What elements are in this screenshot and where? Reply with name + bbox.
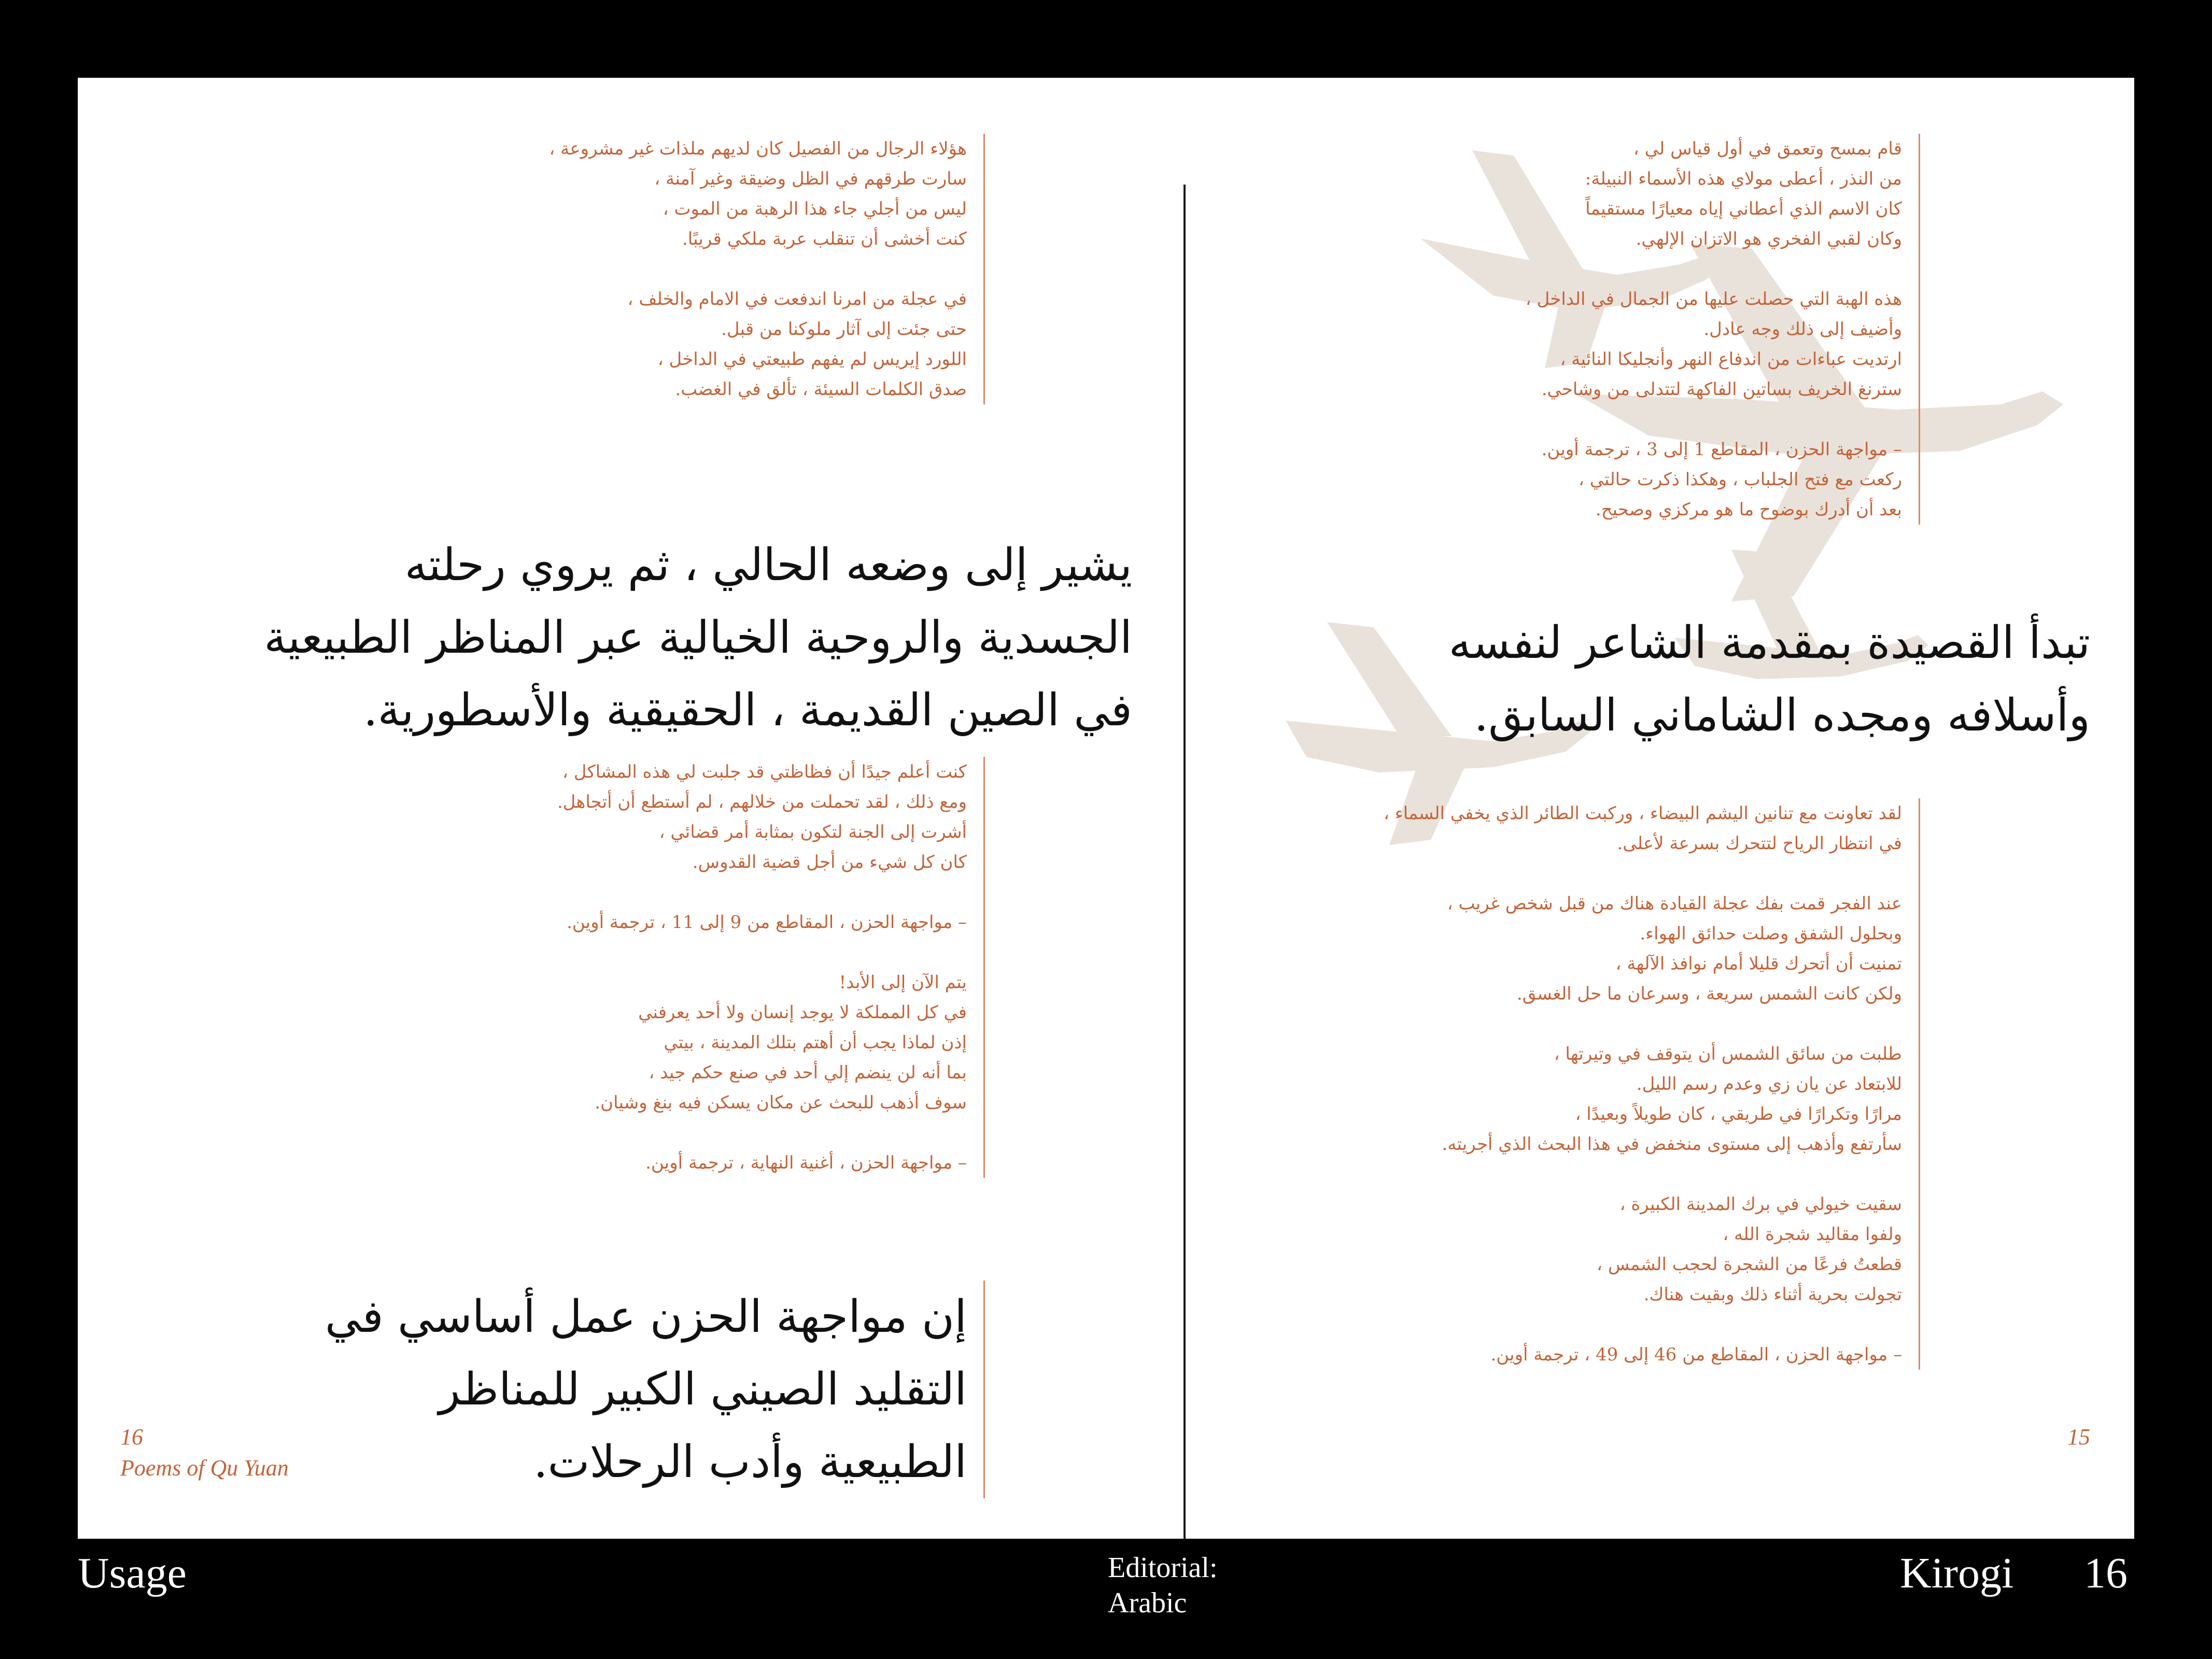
right-pull-quote: تبدأ القصيدة بمقدمة الشاعر لنفسه وأسلافه ومجده الشاماني السابق. bbox=[1448, 617, 2090, 741]
caption-left: Usage bbox=[78, 1549, 187, 1597]
left-verse-middle bbox=[500, 757, 985, 1178]
stanza: هؤلاء الرجال من الفصيل كان لديهم ملذات غير مشروعة ، سارت طرقهم في الظل وضيقة وغير آمنة ، ليس من أجلي جاء هذا الرهبة من الموت ، كنت أخشى أن تنقلب عربة ملكي قريبًا. bbox=[549, 138, 967, 249]
gutter-rule bbox=[1184, 185, 1186, 1539]
caption-center: Editorial: Arabic bbox=[1108, 1552, 1218, 1619]
stanza: طلبت من سائق الشمس أن يتوقف في وتيرتها ، للابتعاد عن يان زي وعدم رسم الليل. مرارًا وتكرارًا في طريقي ، كان طويلاً وبعيدًا ، سأرتفع وأذهب إلى مستوى منخفض في هذا البحث الذي أجريته. bbox=[1442, 1044, 1902, 1155]
stanza: – مواجهة الحزن ، المقاطع 1 إلى 3 ، ترجمة أوين. ركعت مع فتح الجلباب ، وهكذا ذكرت حالتي ، بعد أن أدرك بوضوح ما هو مركزي وصحيح. bbox=[1541, 439, 1902, 520]
left-verse-top bbox=[500, 134, 985, 404]
page-number: 16 bbox=[120, 1424, 143, 1450]
attribution: – مواجهة الحزن ، المقاطع من 46 إلى 49 ، ترجمة أوين. bbox=[1490, 1344, 1902, 1365]
right-folio bbox=[2067, 1422, 2090, 1453]
left-folio bbox=[120, 1422, 289, 1484]
right-verse-top bbox=[1435, 134, 1920, 525]
stanza: هذه الهبة التي حصلت عليها من الجمال في الداخل ، وأضيف إلى ذلك وجه عادل. ارتديت عباءات من اندفاع النهر وأنجليكا النائية ، سترنغ الخريف بساتين الفاكهة لتتدلى من وشاحي. bbox=[1525, 289, 1902, 400]
stanza: قام بمسح وتعمق في أول قياس لي ، من النذر ، أعطى مولاي هذه الأسماء النبيلة: كان الاسم الذي أعطاني إياه معيارًا مستقيماً وكان لقبي الفخري هو الاتزان الإلهي. bbox=[1585, 138, 1902, 249]
right-verse-bottom bbox=[1332, 798, 1920, 1370]
left-pull-quote-1: يشير إلى وضعه الحالي ، ثم يروي رحلته الجسدية والروحية الخيالية عبر المناظر الطبيعية في الصين القديمة ، الحقيقية والأسطورية. bbox=[264, 539, 1132, 736]
caption-right-number: 16 bbox=[2084, 1549, 2128, 1597]
stanza: عند الفجر قمت بفك عجلة القيادة هناك من قبل شخص غريب ، وبحلول الشفق وصلت حدائق الهواء. تمنيت أن أتحرك قليلا أمام نوافذ الآلهة ، ولكن كانت الشمس سريعة ، وسرعان ما حل الغسق. bbox=[1447, 893, 1902, 1004]
attribution: – مواجهة الحزن ، أغنية النهاية ، ترجمة أوين. bbox=[645, 1152, 967, 1173]
caption-right-name: Kirogi bbox=[1900, 1549, 2014, 1597]
stanza: لقد تعاونت مع تنانين اليشم البيضاء ، وركبت الطائر الذي يخفي السماء ، في انتظار الرياح لتتحرك بسرعة لأعلى. bbox=[1383, 803, 1902, 854]
attribution: – مواجهة الحزن ، المقاطع من 9 إلى 11 ، ترجمة أوين. bbox=[567, 912, 967, 933]
stanza: سقيت خيولي في برك المدينة الكبيرة ، ولفوا مقاليد شجرة الله ، قطعتُ فرعًا من الشجرة لحجب الشمس ، تجولت بحرية أثناء ذلك وبقيت هناك. bbox=[1597, 1194, 1902, 1305]
page-number: 15 bbox=[2067, 1424, 2090, 1450]
stanza: كنت أعلم جيدًا أن فظاظتي قد جلبت لي هذه المشاكل ، ومع ذلك ، لقد تحملت من خلالهم ، لم أستطع أن أتجاهل. أشرت إلى الجنة لتكون بمثابة أمر قضائي ، كان كل شيء من أجل قضية القدوس. bbox=[557, 762, 967, 873]
book-title: Poems of Qu Yuan bbox=[120, 1455, 289, 1481]
book-spread bbox=[78, 78, 2134, 1539]
stanza: في عجلة من امرنا اندفعت في الامام والخلف ، حتى جئت إلى آثار ملوكنا من قبل. اللورد إيريس لم يفهم طبيعتي في الداخل ، صدق الكلمات السيئة ، تألق في الغضب. bbox=[627, 289, 967, 400]
stanza: يتم الآن إلى الأبد! في كل المملكة لا يوجد إنسان ولا أحد يعرفني إذن لماذا يجب أن أهتم بتلك المدينة ، بيتي بما أنه لن ينضم إلي أحد في صنع حكم جيد ، سوف أذهب للبحث عن مكان يسكن فيه بنغ وشيان. bbox=[595, 972, 967, 1113]
left-pull-quote-2: إن مواجهة الحزن عمل أساسي في التقليد الصيني الكبير للمناظر الطبيعية وأدب الرحلات. bbox=[319, 1281, 985, 1498]
